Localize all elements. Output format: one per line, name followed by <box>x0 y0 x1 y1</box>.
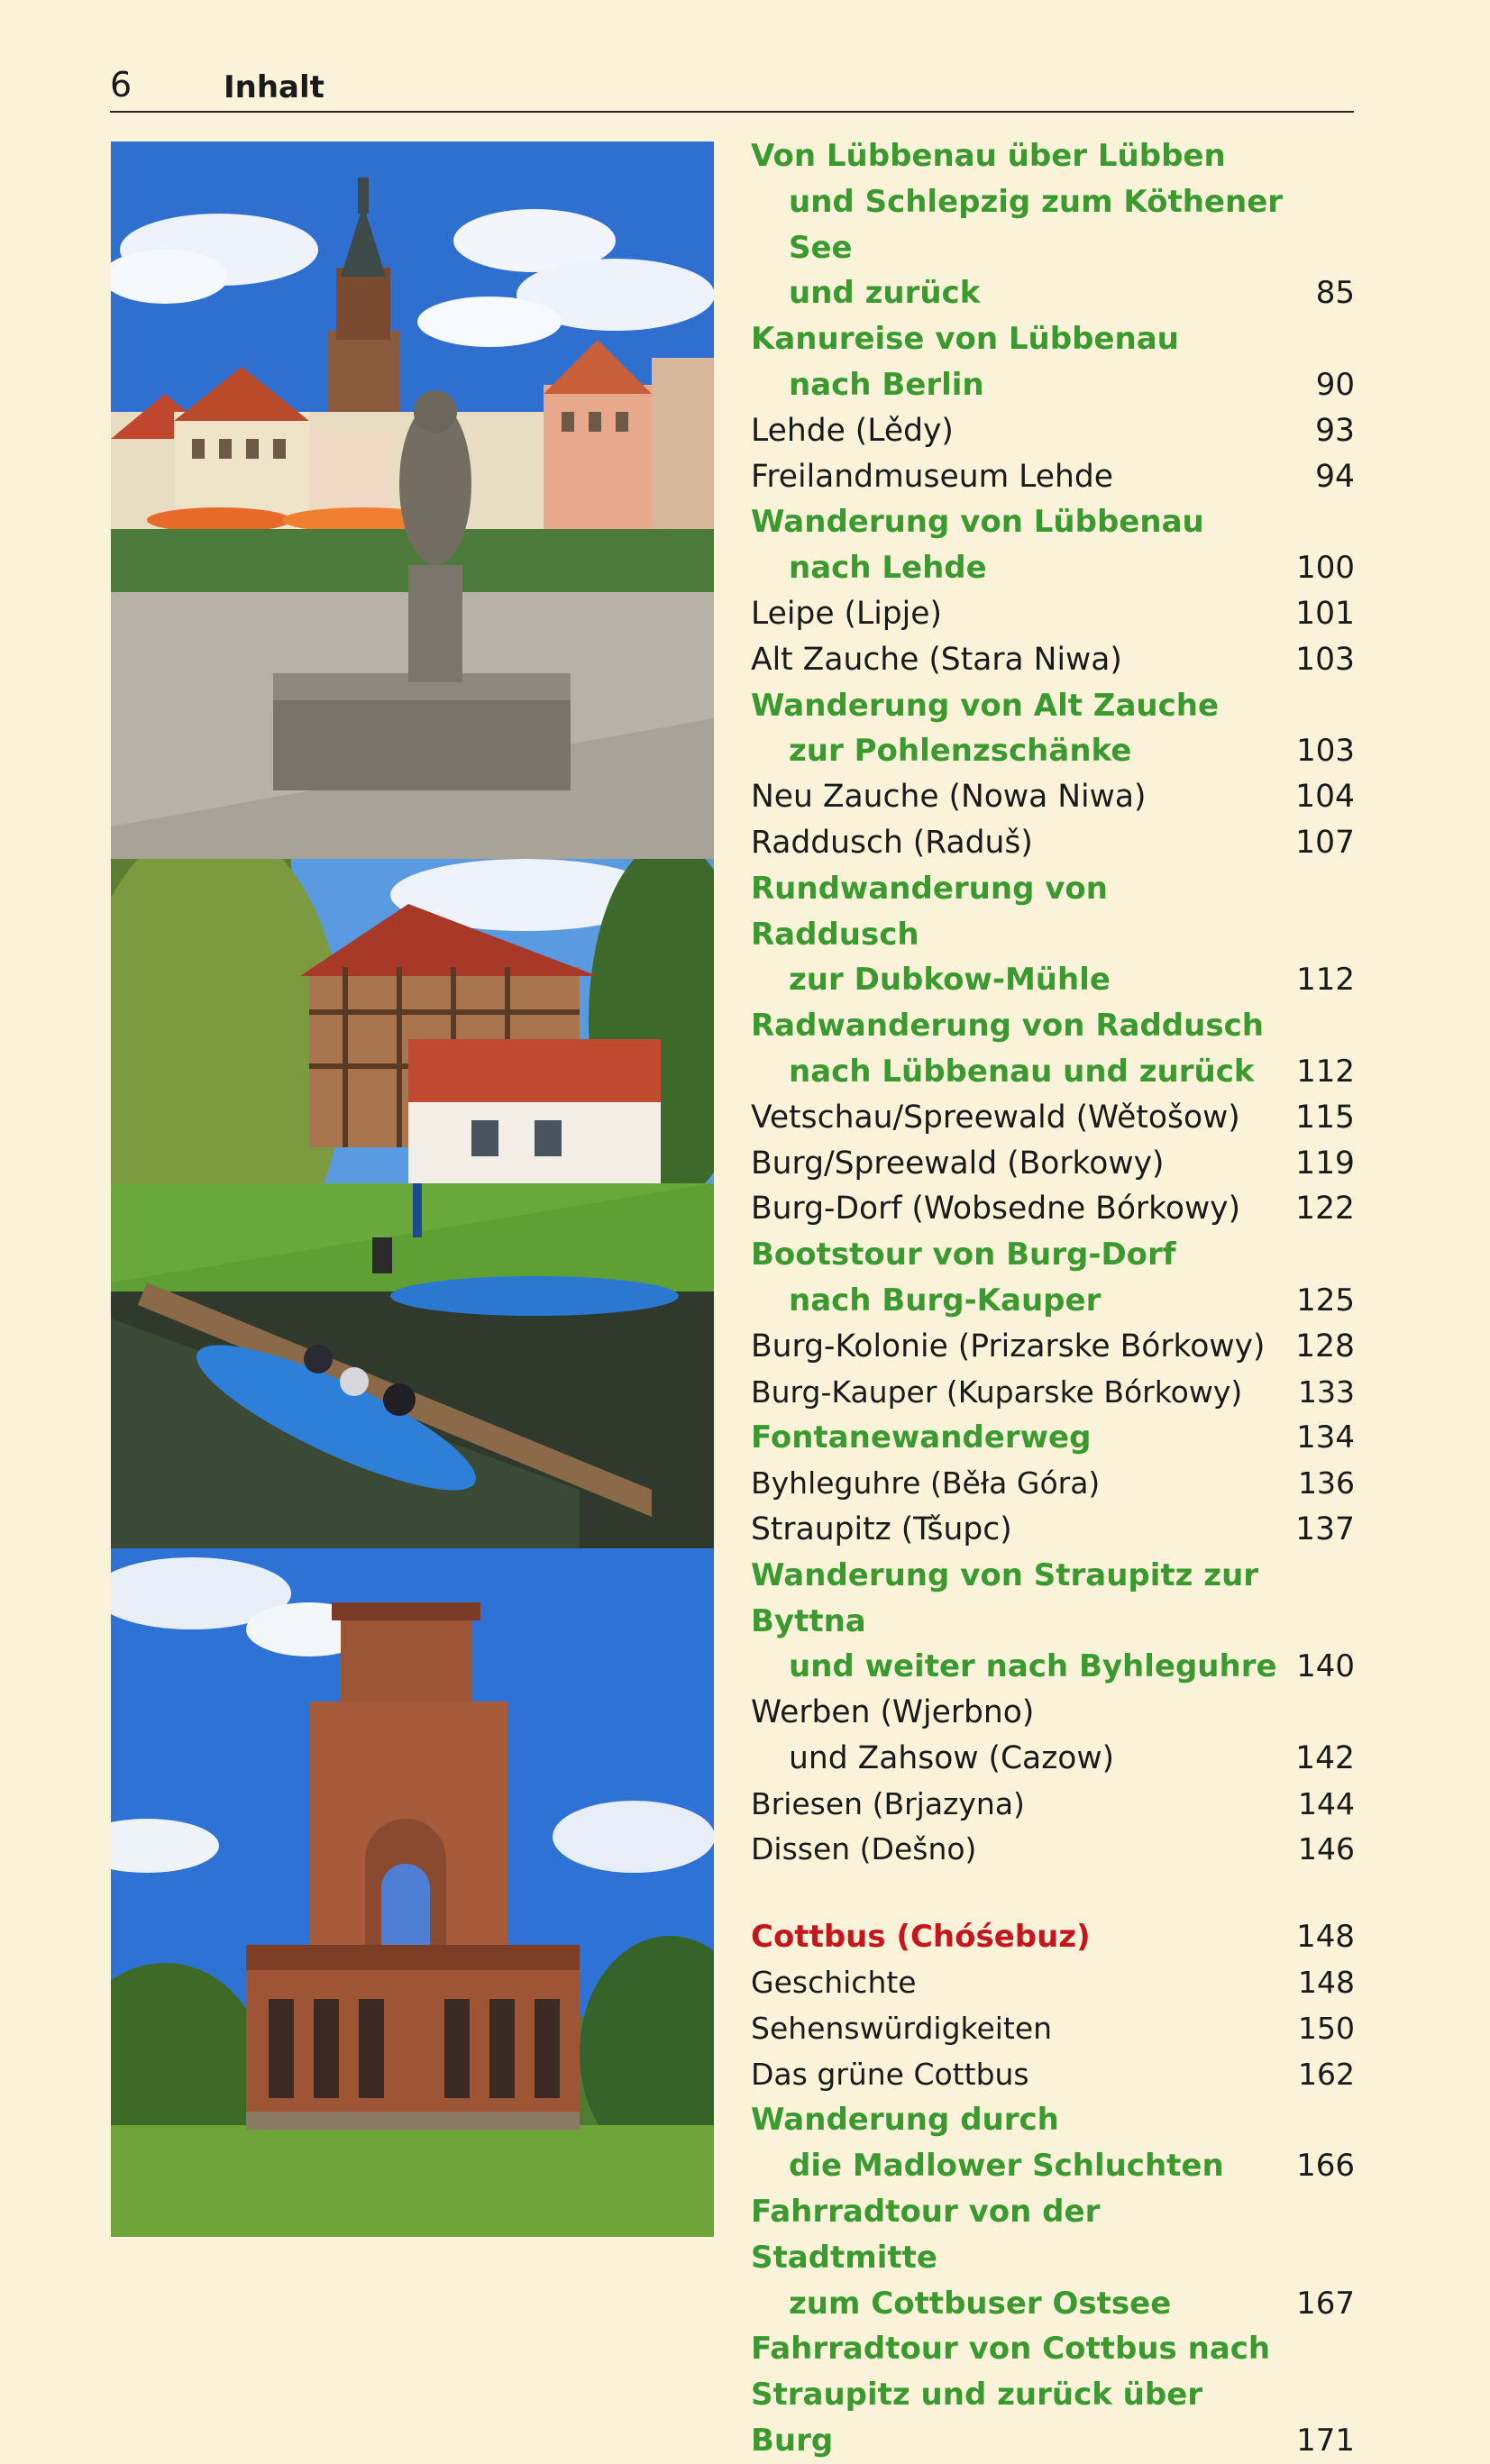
toc-page-number: 115 <box>1295 1099 1355 1136</box>
toc-entry[interactable] <box>751 1141 1355 1187</box>
toc-entry-line: Burg-Dorf (Wobsedne Bórkowy) <box>751 1191 1241 1227</box>
toc-page-number: 133 <box>1298 1373 1355 1410</box>
bismarck-tower-photo <box>111 1548 714 2237</box>
toc-entry-title <box>751 408 1292 454</box>
toc-entry-title <box>751 1553 1292 1690</box>
toc-page-number: 144 <box>1298 1785 1355 1821</box>
toc-entry-line: zum Cottbuser Ostsee <box>789 2285 1172 2322</box>
toc-entry-line: Rundwanderung von Raddusch <box>751 870 1108 953</box>
toc-page-number: 103 <box>1296 733 1355 770</box>
toc-entry-title <box>751 2097 1292 2189</box>
toc-entry-line: Cottbus (Chóśebuz) <box>751 1919 1091 1956</box>
toc-entry-title <box>751 1461 1292 1507</box>
toc-entry-line: Wanderung von Alt Zauche <box>751 687 1220 724</box>
toc-entry[interactable] <box>751 774 1355 820</box>
toc-entry-line: Byhleguhre (Běła Góra) <box>751 1465 1101 1501</box>
toc-entry-line: nach Lehde <box>789 550 987 587</box>
toc-page-number: 94 <box>1315 458 1355 495</box>
toc-entry-title <box>751 1370 1292 1416</box>
toc-entry-line: Werben (Wjerbno) <box>751 1694 1035 1731</box>
toc-entry-line: Kanureise von Lübbenau <box>751 321 1179 358</box>
toc-page-number: 148 <box>1298 1965 1355 2001</box>
toc-entry-line: Lehde (Lědy) <box>751 412 954 449</box>
toc-page-number: 136 <box>1298 1465 1355 1501</box>
toc-page-number: 122 <box>1295 1191 1355 1227</box>
toc-entry[interactable] <box>751 1690 1355 1782</box>
toc-entry[interactable] <box>751 1553 1355 1690</box>
toc-entry-line: Fahrradtour von der Stadtmitte <box>751 2194 1101 2276</box>
toc-entry-line: Straupitz und zurück über Burg <box>751 2377 1203 2459</box>
spreewald-boat-house-photo <box>111 859 714 1548</box>
toc-entry[interactable] <box>751 1461 1355 1507</box>
toc-entry-line: nach Berlin <box>789 366 984 403</box>
toc-entry[interactable] <box>751 591 1355 637</box>
toc-entry-title <box>751 2189 1292 2326</box>
toc-entry-line: Wanderung von Lübbenau <box>751 504 1204 541</box>
header-rule <box>110 111 1354 113</box>
toc-entry-line: Leipe (Lipje) <box>751 595 942 632</box>
toc-entry[interactable] <box>751 2326 1355 2463</box>
toc-entry-title <box>751 1415 1292 1461</box>
market-square-fountain-photo <box>111 141 714 859</box>
toc-page-number: 100 <box>1296 550 1355 587</box>
toc-entry[interactable] <box>751 408 1355 454</box>
toc-entry-line: Von Lübbenau über Lübben <box>751 138 1226 174</box>
toc-entry-title <box>751 133 1292 316</box>
page-number: 6 <box>110 65 133 105</box>
toc-entry[interactable] <box>751 1095 1355 1141</box>
toc-entry-line: zur Pohlenzschänke <box>789 733 1132 770</box>
toc-entry[interactable] <box>751 1960 1355 2006</box>
toc-entry[interactable] <box>751 1507 1355 1553</box>
toc-entry-line: Alt Zauche (Stara Niwa) <box>751 641 1122 678</box>
toc-entry-line: Burg-Kauper (Kuparske Bórkowy) <box>751 1373 1243 1410</box>
toc-page-number: 146 <box>1298 1831 1355 1867</box>
toc-entry-title <box>751 1782 1292 1828</box>
toc-entry[interactable] <box>751 1782 1355 1828</box>
toc-entry[interactable] <box>751 1186 1355 1232</box>
toc-entry-title <box>751 683 1292 775</box>
toc-entry-title <box>751 866 1292 1003</box>
toc-page-number: 119 <box>1295 1145 1355 1182</box>
toc-page-number: 148 <box>1296 1919 1355 1956</box>
toc-entry-line: Burg-Kolonie (Prizarske Bórkowy) <box>751 1328 1266 1364</box>
section-title: Inhalt <box>224 69 325 105</box>
toc-entry-title <box>751 2052 1292 2098</box>
toc-entry[interactable] <box>751 637 1355 683</box>
toc-entry-title <box>751 1914 1292 1960</box>
toc-entry-title <box>751 1507 1292 1553</box>
toc-entry-line: Das grüne Cottbus <box>751 2056 1029 2092</box>
toc-entry-line: nach Lübbenau und zurück <box>789 1053 1255 1090</box>
toc-entry-title <box>751 1324 1292 1370</box>
toc-page-number: 112 <box>1296 1053 1355 1090</box>
toc-entry-title <box>751 820 1292 866</box>
toc-entry[interactable] <box>751 1827 1355 1873</box>
toc-entry-line: zur Dubkow-Mühle <box>789 962 1111 999</box>
toc-entry-title <box>751 1141 1292 1187</box>
toc-entry[interactable] <box>751 133 1355 316</box>
toc-entry-title <box>751 2006 1292 2052</box>
toc-entry-title <box>751 316 1292 408</box>
toc-entry-line: nach Burg-Kauper <box>789 1282 1102 1319</box>
toc-page-number: 140 <box>1296 1648 1355 1685</box>
toc-entry-title <box>751 1186 1292 1232</box>
toc-entry-line: Neu Zauche (Nowa Niwa) <box>751 779 1147 816</box>
toc-entry-line: Wanderung von Straupitz zur Byttna <box>751 1556 1259 1639</box>
toc-page-number: 93 <box>1315 412 1355 449</box>
toc-entry-title <box>751 1827 1292 1873</box>
toc-entry[interactable] <box>751 820 1355 866</box>
toc-entry[interactable] <box>751 2097 1355 2189</box>
toc-entry-line: Geschichte <box>751 1965 917 2001</box>
toc-entry-line: Freilandmuseum Lehde <box>751 458 1114 495</box>
toc-entry-title <box>751 1003 1292 1095</box>
toc-entry-line: und weiter nach Byhleguhre <box>789 1648 1277 1685</box>
toc-page-number: 166 <box>1296 2148 1355 2185</box>
toc-entry-line: Raddusch (Raduš) <box>751 824 1033 861</box>
toc-entry[interactable] <box>751 1370 1355 1416</box>
toc-entry-line: und zurück <box>789 275 981 312</box>
toc-page-number: 167 <box>1296 2285 1355 2322</box>
toc-entry-title <box>751 1095 1292 1141</box>
toc-entry[interactable] <box>751 1324 1355 1370</box>
toc-entry-line: Dissen (Dešno) <box>751 1831 977 1867</box>
toc-page-number: 85 <box>1315 275 1355 312</box>
toc-entry[interactable] <box>751 499 1355 591</box>
toc-entry-line: Straupitz (Tšupc) <box>751 1510 1012 1547</box>
toc-entry[interactable] <box>751 683 1355 775</box>
toc-entry-title <box>751 2326 1292 2463</box>
toc-page-number: 104 <box>1295 779 1355 816</box>
toc-page-number: 101 <box>1295 595 1355 632</box>
toc-entry-title <box>751 1960 1292 2006</box>
toc-spacer <box>751 1873 1355 1914</box>
toc-entry-line: und Schlepzig zum Köthener See <box>789 183 1284 266</box>
toc-page-number: 162 <box>1298 2056 1355 2092</box>
toc-entry-line: Burg/Spreewald (Borkowy) <box>751 1145 1165 1182</box>
toc-entry-line: Briesen (Brjazyna) <box>751 1785 1025 1821</box>
toc-entry-title <box>751 454 1292 500</box>
toc-entry-line: die Madlower Schluchten <box>789 2148 1224 2185</box>
toc-entry-line: Radwanderung von Raddusch <box>751 1008 1264 1045</box>
toc-entry[interactable] <box>751 1914 1355 1960</box>
toc-entry-line: Wanderung durch <box>751 2102 1059 2139</box>
toc-entry[interactable] <box>751 866 1355 1003</box>
toc-entry-line: Fahrradtour von Cottbus nach <box>751 2331 1271 2368</box>
toc-entry[interactable] <box>751 454 1355 500</box>
toc-entry[interactable] <box>751 2006 1355 2052</box>
toc-entry-title <box>751 774 1292 820</box>
toc-page-number: 112 <box>1296 962 1355 999</box>
toc-entry-line: und Zahsow (Cazow) <box>789 1739 1115 1776</box>
toc-page-number: 103 <box>1295 641 1355 678</box>
toc-entry[interactable] <box>751 1415 1355 1461</box>
toc-entry-line: Vetschau/Spreewald (Wětošow) <box>751 1099 1240 1136</box>
toc-page-number: 142 <box>1295 1739 1355 1776</box>
toc-entry[interactable] <box>751 2052 1355 2098</box>
page-header <box>0 0 1490 117</box>
toc-page-number: 134 <box>1296 1419 1355 1456</box>
toc-page-number: 150 <box>1298 2010 1355 2046</box>
toc-page-number: 171 <box>1296 2423 1355 2459</box>
toc-entry-line: Fontanewanderweg <box>751 1419 1092 1456</box>
toc-entry[interactable] <box>751 1232 1355 1324</box>
toc-entry-title <box>751 499 1292 591</box>
toc-entry[interactable] <box>751 316 1355 408</box>
toc-entry[interactable] <box>751 1003 1355 1095</box>
toc-entry-title <box>751 591 1292 637</box>
toc-entry-title <box>751 1232 1292 1324</box>
toc-entry-line: Bootstour von Burg-Dorf <box>751 1237 1176 1273</box>
toc-entry-title <box>751 1690 1292 1782</box>
table-of-contents <box>751 133 1355 2464</box>
toc-entry[interactable] <box>751 2189 1355 2326</box>
toc-page-number: 125 <box>1296 1282 1355 1319</box>
toc-entry-title <box>751 637 1292 683</box>
toc-page-number: 128 <box>1295 1328 1355 1364</box>
toc-page-number: 137 <box>1295 1510 1355 1547</box>
toc-page-number: 107 <box>1295 824 1355 861</box>
toc-page-number: 90 <box>1315 366 1355 403</box>
toc-entry-line: Sehenswürdigkeiten <box>751 2010 1053 2046</box>
